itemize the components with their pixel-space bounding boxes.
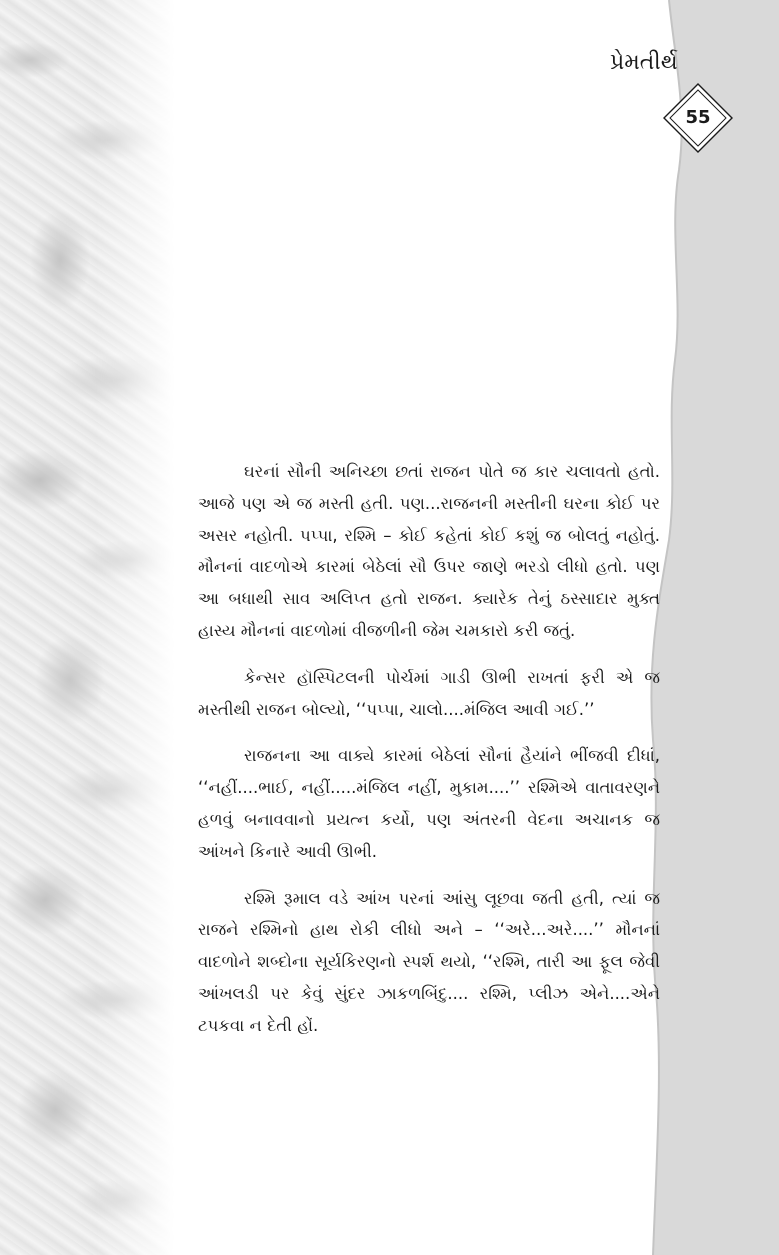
decorative-texture-margin: [0, 0, 175, 1255]
paragraph-4: રશ્મિ રૂમાલ વડે આંખ પરનાં આંસુ લૂછવા જતી હતી, ત્યાં જ રાજને રશ્મિનો હાથ રોકી લીધો અને – ‘‘અરે...અરે....’’ મૌનનાં વાદળોને શબ્દોના સૂર્યકિરણનો સ્પર્શ થયો, ‘‘રશ્મિ, તારી આ ફૂલ જેવી આંખલડી પર કેવું સુંદર ઝાકળબિંદુ.... રશ્મિ, પ્લીઝ એને....એને ટપકવા ન દેતી હોં.: [198, 888, 660, 1035]
paragraph-1: ઘરનાં સૌની અનિચ્છા છતાં રાજન પોતે જ કાર ચલાવતો હતો. આજે પણ એ જ મસ્તી હતી. પણ...રાજનની મસ્તીની ઘરના કોઈ પર અસર નહોતી. પપ્પા, રશ્મિ – કોઈ કહેતાં કોઈ કશું જ બોલતું નહોતું. મૌનનાં વાદળોએ કારમાં બેઠેલાં સૌ ઉપર જાણે ભરડો લીધો હતો. પણ આ બધાથી સાવ અલિપ્ત હતો રાજન. ક્યારેક તેનું ઠસ્સાદાર મુક્ત હાસ્ય મૌનનાં વાદળોમાં વીજળીની જેમ ચમકારો કરી જતું.: [198, 462, 660, 640]
body-text: [198, 456, 660, 1057]
page-number: 55: [685, 107, 711, 128]
running-header-title: પ્રેમતીર્થ: [610, 50, 678, 75]
decorative-gray-band: [639, 0, 779, 1255]
paragraph-3: રાજનના આ વાક્યે કારમાં બેઠેલાં સૌનાં હૈયાંને ભીંજવી દીધાં, ‘‘નહીં....ભાઈ, નહીં.....મંજિલ નહીં, મુકામ....’’ રશ્મિએ વાતાવરણને હળવું બનાવવાનો પ્રયત્ન કર્યો, પણ અંતરની વેદના અચાનક જ આંખને કિનારે આવી ઊભી.: [198, 746, 660, 861]
paragraph-2: કેન્સર હૉસ્પિટલની પોર્ચમાં ગાડી ઊભી રાખતાં ફરી એ જ મસ્તીથી રાજન બોલ્યો, ‘‘પપ્પા, ચાલો....મંજિલ આવી ગઈ.’’: [198, 667, 660, 719]
